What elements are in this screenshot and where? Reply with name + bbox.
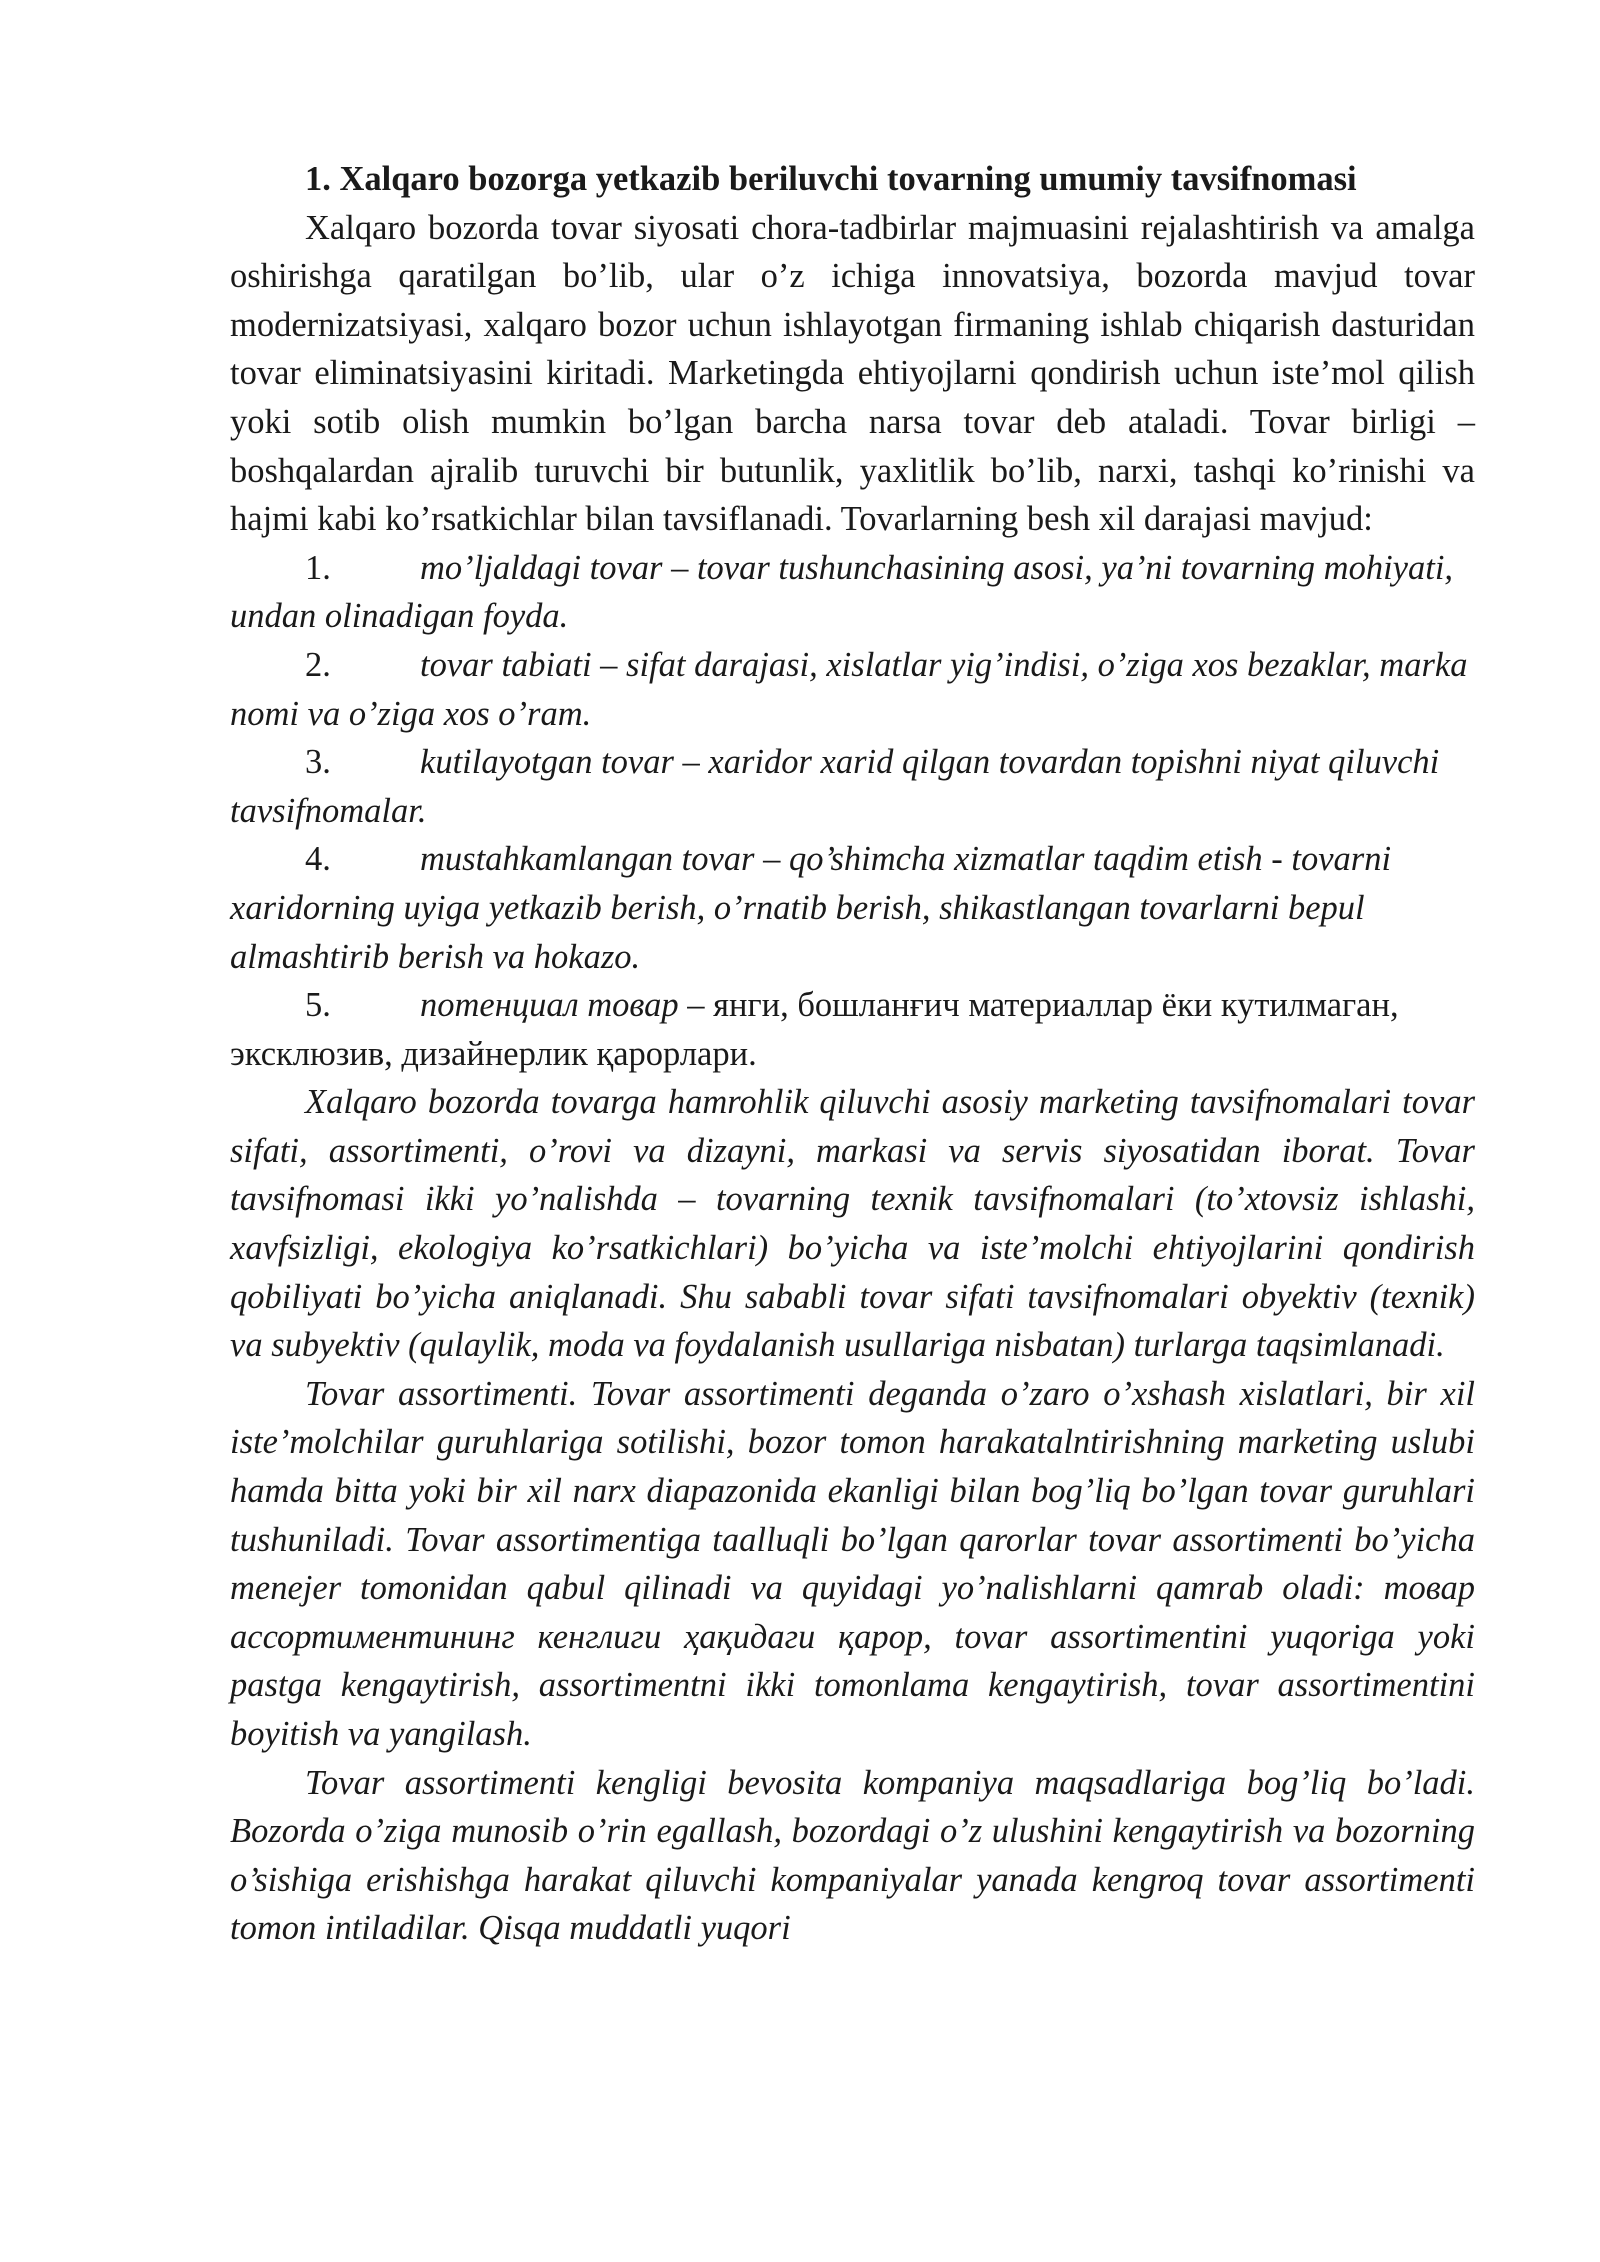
list-number: 1.	[305, 548, 331, 587]
paragraph-assortment: Tovar assortimenti. Tovar assortimenti deganda o’zaro o’xshash xislatlari, bir xil iste’molchilar guruhlariga sotilishi, bozor tomon harakatalntirishning marketing uslubi hamda bitta yoki bir xil narx diapazonida ekanligi bilan bog’liq bo’lgan tovar guruhlari tushuniladi. Tovar assortimentiga taalluqli bo’lgan qarorlar tovar assortimenti bo’yicha menejer tomonidan qabul qilinadi va quyidagi yo’nalishlarni qamrab oladi: товар ассортиментининг кенглиги ҳақидаги қарор, tovar assortimentini yuqoriga yoki pastga kengaytirish, assortimentni ikki tomonlama kengaytirish, tovar assortimentini boyitish va yangilash.	[230, 1374, 1475, 1753]
list-item	[230, 981, 1475, 1078]
list-number: 4.	[305, 840, 331, 879]
list-text: kutilayotgan tovar – xaridor xarid qilgan tovardan topishni niyat qiluvchi tavsifnomalar.	[230, 743, 1440, 830]
list-text: mustahkamlangan tovar – qo’shimcha xizmatlar taqdim etish - tovarni xaridorning uyiga yetkazib berish, o’rnatib berish, shikastlangan tovarlarni bepul almashtirib berish va hokazo.	[230, 840, 1392, 976]
list-text: mo’ljaldagi tovar – tovar tushunchasining asosi, ya’ni tovarning mohiyati, undan olinadigan foyda.	[230, 548, 1454, 636]
section-heading: 1. Xalqaro bozorga yetkazib beriluvchi tovarning umumiy tavsifnomasi	[305, 160, 1357, 198]
list-item	[230, 738, 1475, 835]
list-text: потенциал товар	[420, 986, 679, 1025]
document-page	[230, 155, 1475, 1953]
paragraph-marketing: Xalqaro bozorda tovarga hamrohlik qiluvchi asosiy marketing tavsifnomalari tovar sifati, assortimenti, o’rovi va dizayni, markasi va servis siyosatidan iborat. Tovar tavsifnomasi ikki yo’nalishda – tovarning texnik tavsifnomalari (to’xtovsiz ishlashi, xavfsizligi, ekologiya ko’rsatkichlari) bo’yicha va iste’molchi ehtiyojlarini qondirish qobiliyati bo’yicha aniqlanadi. Shu sababli tovar sifati tavsifnomalari obyektiv (texnik) va subyektiv (qulaylik, moda va foydalanish usullariga nisbatan) turlarga taqsimlanadi.	[230, 1083, 1475, 1365]
list-item	[230, 641, 1475, 738]
list-number: 5.	[305, 986, 331, 1025]
intro-paragraph: Xalqaro bozorda tovar siyosati chora-tadbirlar majmuasini rejalashtirish va amalga oshirishga qaratilgan bo’lib, ular o’z ichiga innovatsiya, bozorda mavjud tovar modernizatsiyasi, xalqaro bozor uchun ishlayotgan firmaning ishlab chiqarish dasturidan tovar eliminatsiyasini kiritadi. Marketingda ehtiyojlarni qondirish uchun iste’mol qilish yoki sotib olish mumkin bo’lgan barcha narsa tovar deb ataladi. Tovar birligi – boshqalardan ajralib turuvchi bir butunlik, yaxlitlik bo’lib, narxi, tashqi ko’rinishi va hajmi kabi ko’rsatkichlar bilan tavsiflanadi. Tovarlarning besh xil darajasi mavjud:	[230, 208, 1475, 539]
list-item	[230, 835, 1475, 981]
list-number: 3.	[305, 743, 331, 782]
list-text: tovar tabiati – sifat darajasi, xislatlar yig’indisi, o’ziga xos bezaklar, marka nomi va o’ziga xos o’ram.	[230, 645, 1468, 733]
list-text-tail: – янги, бошланғич материаллар ёки кутилмаган, эксклюзив, дизайнерлик қарорлари.	[230, 986, 1399, 1073]
list-item	[230, 544, 1475, 641]
list-number: 2.	[305, 645, 331, 684]
paragraph-assortment-width: Tovar assortimenti kengligi bevosita kompaniya maqsadlariga bog’liq bo’ladi. Bozorda o’ziga munosib o’rin egallash, bozordagi o’z ulushini kengaytirish va bozorning o’sishiga erishishga harakat qiluvchi kompaniyalar yanada kengroq tovar assortimenti tomon intiladilar. Qisqa muddatli yuqori	[230, 1763, 1475, 1948]
